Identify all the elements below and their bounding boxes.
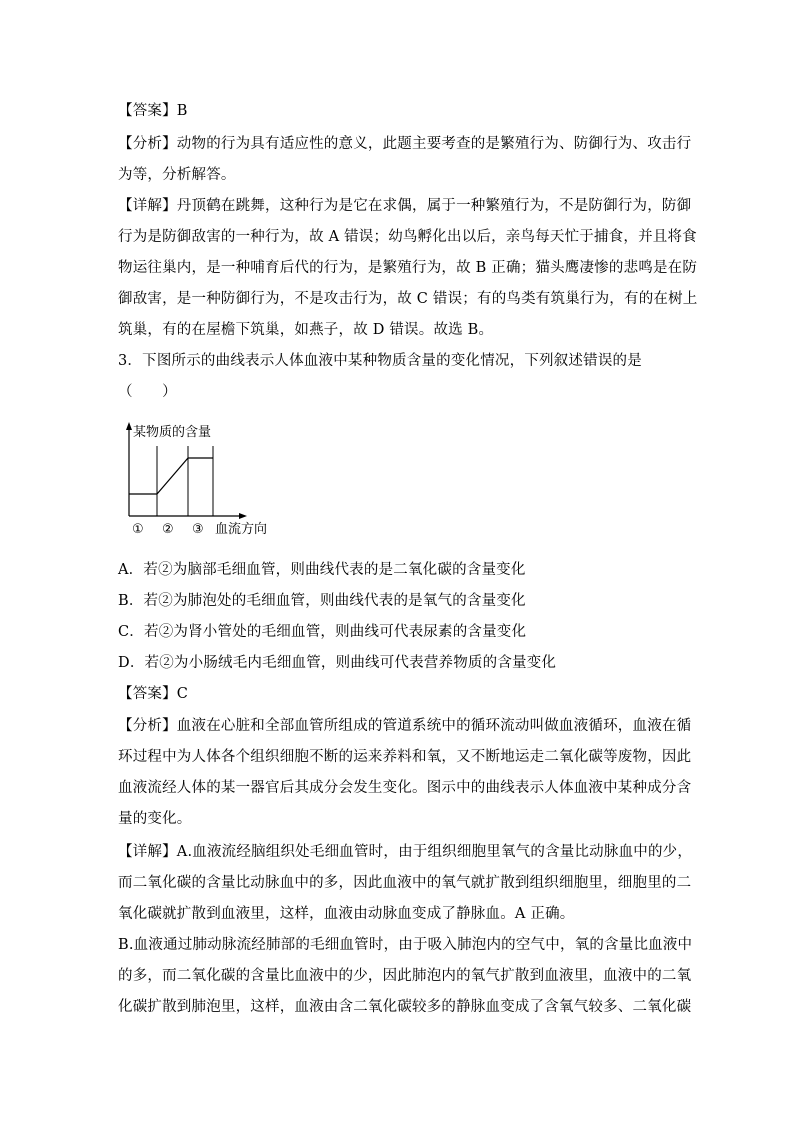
option-c: C．若②为肾小管处的毛细血管，则曲线可代表尿素的含量变化 xyxy=(118,624,527,640)
option-a: A．若②为脑部毛细血管，则曲线代表的是二氧化碳的含量变化 xyxy=(118,562,526,578)
detail-line-q3-5: 的多，而二氧化碳的含量比血液中的少，因此肺泡内的氧气扩散到血液里，血液中的二氧 xyxy=(118,968,692,984)
segment-label-3: ③ xyxy=(192,522,204,537)
content-curve xyxy=(129,458,213,494)
x-axis-label: 血流方向 xyxy=(215,522,268,537)
answer-line-q3: 【答案】C xyxy=(118,686,189,702)
analysis-line-q3-2: 环过程中为人体各个组织细胞不断的运来养料和氧，又不断地运走二氧化碳等废物，因此 xyxy=(118,749,692,765)
detail-line-q2-1: 【详解】丹顶鹤在跳舞，这种行为是它在求偶，属于一种繁殖行为，不是防御行为，防御 xyxy=(118,198,692,214)
x-axis-arrow-icon xyxy=(239,513,247,519)
detail-line-q2-2: 行为是防御敌害的一种行为，故 A 错误；幼鸟孵化出以后，亲鸟每天忙于捕食，并且将食 xyxy=(118,229,697,245)
option-d: D．若②为小肠绒毛内毛细血管，则曲线可代表营养物质的含量变化 xyxy=(118,655,557,671)
analysis-line-q3-1: 【分析】血液在心脏和全部血管所组成的管道系统中的循环流动叫做血液循环，血液在循 xyxy=(118,718,692,734)
question-3-stem: 3．下图所示的曲线表示人体血液中某种物质含量的变化情况，下列叙述错误的是 xyxy=(118,353,642,369)
segment-label-1: ① xyxy=(132,522,144,537)
analysis-line-q3-4: 量的变化。 xyxy=(118,811,192,827)
option-b: B．若②为肺泡处的毛细血管，则曲线代表的是氧气的含量变化 xyxy=(118,593,526,609)
question-3-blank: （ ） xyxy=(118,384,177,400)
y-axis-label: 某物质的含量 xyxy=(133,425,212,440)
detail-line-q3-3: 氧化碳就扩散到血液里，这样，血液由动脉血变成了静脉血。A 正确。 xyxy=(118,906,575,922)
segment-label-2: ② xyxy=(162,522,174,537)
blood-content-figure xyxy=(118,420,298,540)
answer-line-q2: 【答案】B xyxy=(118,103,188,119)
detail-line-q3-4: B.血液通过肺动脉流经肺部的毛细血管时，由于吸入肺泡内的空气中，氧的含量比血液中 xyxy=(118,937,693,953)
analysis-line-q3-3: 血液流经人体的某一器官后其成分会发生变化。图示中的曲线表示人体血液中某种成分含 xyxy=(118,780,692,796)
content-curve-diagram xyxy=(118,420,298,540)
detail-line-q2-4: 御敌害，是一种防御行为，不是攻击行为，故 C 错误；有的鸟类有筑巢行为，有的在树上 xyxy=(118,291,698,307)
detail-line-q3-6: 化碳扩散到肺泡里，这样，血液由含二氧化碳较多的静脉血变成了含氧气较多、二氧化碳 xyxy=(118,999,692,1015)
analysis-line-q2-2: 为等，分析解答。 xyxy=(118,167,236,183)
detail-line-q2-5: 筑巢，有的在屋檐下筑巢，如燕子，故 D 错误。故选 B。 xyxy=(118,322,494,338)
y-axis-arrow-icon xyxy=(126,422,132,430)
detail-line-q3-2: 而二氧化碳的含量比动脉血中的多，因此血液中的氧气就扩散到组织细胞里，细胞里的二 xyxy=(118,875,692,891)
detail-line-q3-1: 【详解】A.血液流经脑组织处毛细血管时，由于组织细胞里氧气的含量比动脉血中的少， xyxy=(118,844,693,860)
detail-line-q2-3: 物运往巢内，是一种哺育后代的行为，是繁殖行为，故 B 正确；猫头鹰凄惨的悲鸣是在防 xyxy=(118,260,698,276)
analysis-line-q2-1: 【分析】动物的行为具有适应性的意义，此题主要考查的是繁殖行为、防御行为、攻击行 xyxy=(118,136,692,152)
